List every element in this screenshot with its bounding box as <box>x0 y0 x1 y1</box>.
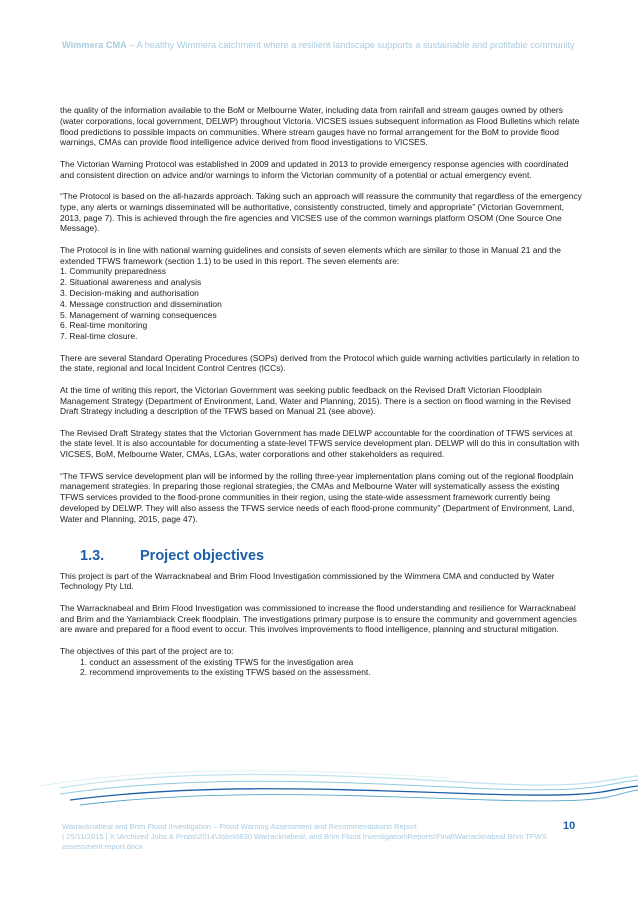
list-item: 3. Decision-making and authorisation <box>60 287 199 298</box>
footer-date: 25/11/2015 <box>66 832 104 842</box>
list-item: 1. conduct an assessment of the existing TFWS for the investigation area <box>80 656 354 667</box>
paragraph: The Warracknabeal and Brim Flood Investigation was commissioned to increase the flood understanding and resilience for Warracknabeal and Brim and the Yarriambiack Creek floodplain. The investigations primary purpose is to ensure the community and government agencies are aware and prepared for a flood event to occur. This involves improvements to flood intelligence, planning and structural mitigation. <box>60 602 577 635</box>
paragraph: “The TFWS service development plan will be informed by the rolling three-year implementation plans coming out of the regional floodplain management strategies. In preparing those regional strategies, the CMAs and Melbourne Water will systematically assess the existing TFWS services provided to the flood-prone communities in their region, using the state-wide assessment framework currently being developed by DELWP. They will also assess the TFWS service needs of each flood-prone community” (Department of Environment, Land, Water and Planning, 2015, page 47). <box>60 470 575 524</box>
footer-report-title: Warracknabeal and Brim Flood Investigation – Flood Warning Assessment and Recommendations Report <box>62 822 417 831</box>
section-heading <box>80 547 582 565</box>
footer-file-path: X:\Archived Jobs & Props\2014\Jobs\0630 Warracknabeal, and Brim Flood Investigation\Reports\Final\Warracknabeal Brim TFWS assessment report.docx <box>62 832 547 852</box>
paragraph: There are several Standard Operating Procedures (SOPs) derived from the Protocol which guide warning activities particularly in relation to the state, regional and local Incident Control Centres (ICCs). <box>60 352 580 374</box>
header-tagline: – A healthy Wimmera catchment where a resilient landscape supports a sustainable and profitable community <box>126 40 575 50</box>
paragraph: the quality of the information available to the BoM or Melbourne Water, including data from rainfall and stream gauges owned by others (water corporations, local government, DELWP) throughout Victoria. VICSES issues subsequent information as Flood Bulletins which relate flood predictions to possible impacts on communities. Where stream gauges have no formal arrangement for the BoM to provide flood warnings, CMAs can provide flood intelligence advice derived from flood investigations to VICSES. <box>60 105 580 148</box>
document-body <box>60 105 582 678</box>
paragraph <box>60 245 582 267</box>
paragraph: “The Protocol is based on the all-hazards approach. Taking such an approach will reassure the community that regardless of the emergency type, any alerts or warnings disseminated will be authoritative, consistently constructed, timely and appropriate” (Victorian Government, 2013, page 7). This is achieved through the fire agencies and VICSES use of the common warnings platform OSOM (One Source One Message). <box>60 190 582 234</box>
header-brand: Wimmera CMA <box>62 40 127 50</box>
list-item: 2. Situational awareness and analysis <box>60 277 202 288</box>
paragraph: This project is part of the Warracknabeal and Brim Flood Investigation commissioned by the Wimmera CMA and conducted by Water Technology Pty Ltd. <box>60 570 555 592</box>
list-item: 4. Message construction and dissemination <box>60 298 222 309</box>
elements-list <box>60 266 582 342</box>
paragraph-text: The Protocol is in line with national warning guidelines and consists of seven elements which are similar to those in Manual 21 and the extended TFWS framework (section 1.1) to be used in this report. The seven elements are: <box>60 244 561 266</box>
page-header <box>62 40 582 50</box>
objectives-list <box>60 657 582 679</box>
list-item: 5. Management of warning consequences <box>60 309 217 320</box>
footer-meta <box>62 832 562 852</box>
paragraph: The Victorian Warning Protocol was established in 2009 and updated in 2013 to provide emergency response agencies with coordinated and consistent direction on advice and/or warnings to inform the Victorian community of a potential or actual emergency event. <box>60 158 569 180</box>
section-number: 1.3. <box>80 547 105 564</box>
section-title: Project objectives <box>140 547 265 564</box>
paragraph: The Revised Draft Strategy states that the Victorian Government has made DELWP accountable for the coordination of TFWS services at the state level. It is also accountable for documenting a state-level TFWS service development plan. DELWP will do this in consultation with VICSES, BoM, Melbourne Water, CMAs, LGAs, water corporations and other stakeholders as required. <box>60 427 580 460</box>
list-item: 2. recommend improvements to the existing TFWS based on the assessment. <box>80 667 371 678</box>
page-footer <box>62 822 562 853</box>
paragraph: At the time of writing this report, the Victorian Government was seeking public feedback on the Revised Draft Victorian Floodplain Management Strategy (Department of Environment, Land, Water and Planning, 2015). There is a section on flood warning in the Revised Draft Strategy including a description of the TFWS based on Manual 21 (see above). <box>60 384 571 417</box>
footer-wave-decoration <box>0 760 638 820</box>
footer-separator: | <box>105 832 108 842</box>
paragraph: The objectives of this part of the project are to: <box>60 645 234 656</box>
list-item: 1. Community preparedness <box>60 266 166 277</box>
list-item: 6. Real-time monitoring <box>60 320 148 331</box>
footer-separator: | <box>62 832 64 842</box>
list-item: 7. Real-time closure. <box>60 331 138 342</box>
page-number: 10 <box>563 820 576 832</box>
